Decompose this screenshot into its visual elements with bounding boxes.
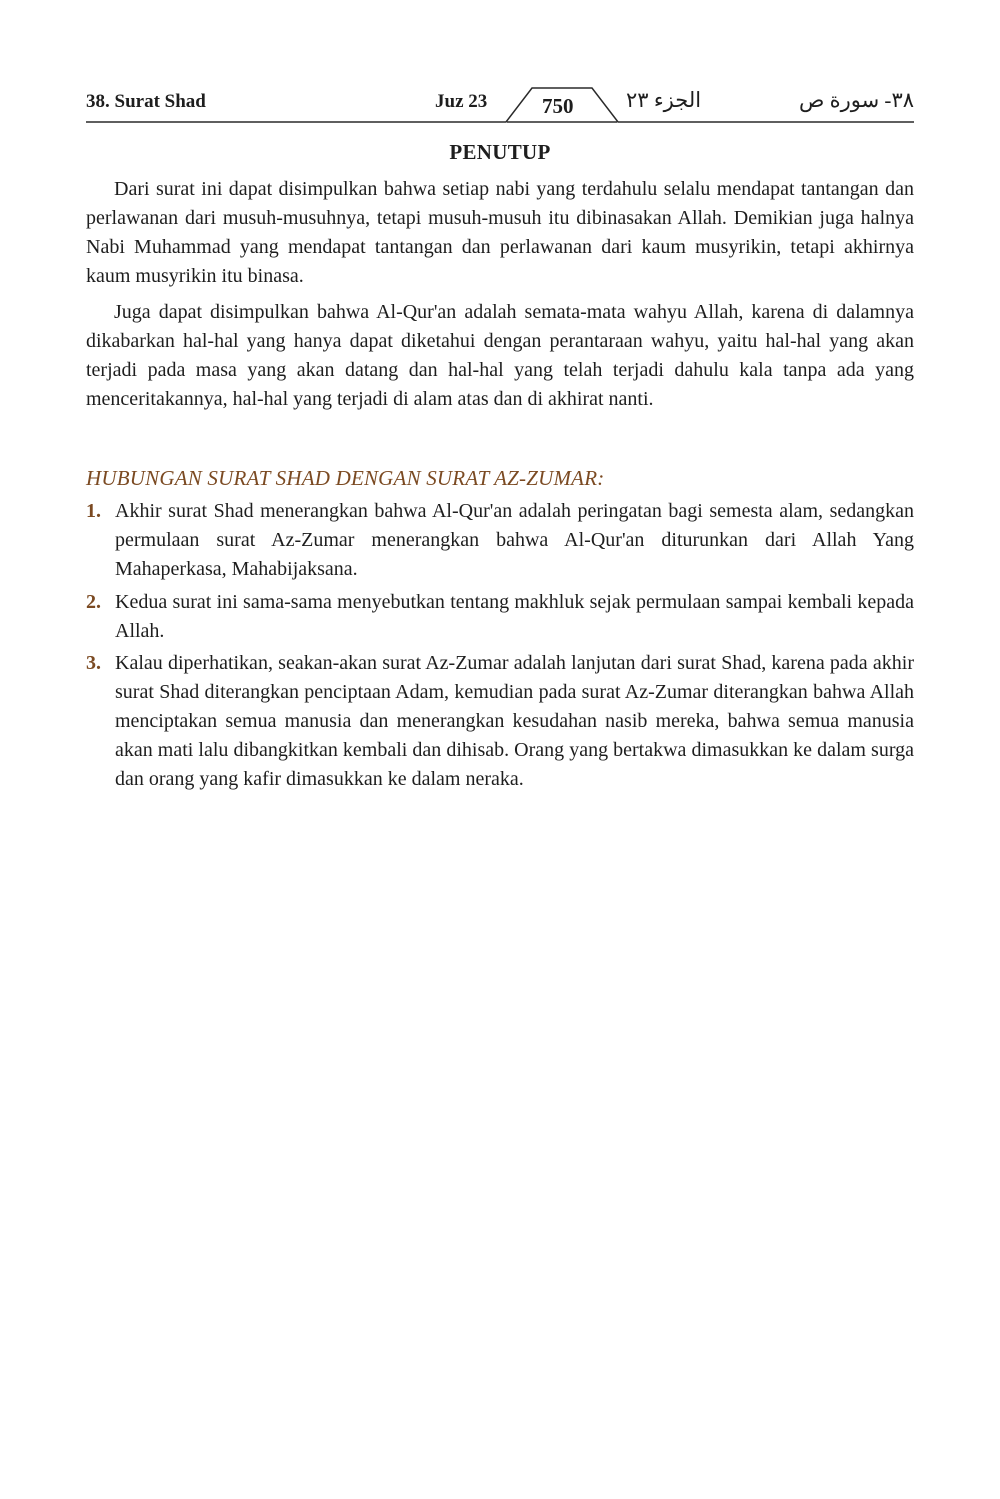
section-title: PENUTUP (449, 140, 551, 164)
list-item-text: Akhir surat Shad menerangkan bahwa Al-Qur'an adalah peringatan bagi semesta alam, sedangkan permulaan surat Az-Zumar menerangkan bahwa Al-Qur'an diturunkan dari Allah Yang Mahaperkasa, Mahabijaksana. (115, 500, 914, 580)
surah-name-latin: 38. Surat Shad (86, 91, 206, 112)
header-rule (86, 80, 914, 128)
numbered-list (86, 649, 914, 794)
page-number: 750 (542, 94, 574, 118)
paragraph: Dari surat ini dapat disimpulkan bahwa setiap nabi yang terdahulu selalu mendapat tantangan dan perlawanan dari musuh-musuhnya, tetapi musuh-musuh itu dibinasakan Allah. Demikian juga halnya Nabi Muhammad yang mendapat tantangan dan perlawanan dari kaum musyrikin, tetapi akhirnya kaum musyrikin itu binasa. (86, 178, 914, 287)
list-item-number: 1. (86, 500, 101, 522)
numbered-list (86, 588, 914, 646)
subheading: HUBUNGAN SURAT SHAD DENGAN SURAT AZ-ZUMAR: (86, 466, 605, 490)
juz-label-latin: Juz 23 (435, 91, 488, 112)
list-item-number: 2. (86, 591, 101, 613)
running-head (86, 80, 914, 128)
list-item (86, 588, 914, 646)
list-item-text: Kalau diperhatikan, seakan-akan surat Az-Zumar adalah lanjutan dari surat Shad, karena pada akhir surat Shad diterangkan penciptaan Adam, kemudian pada surat Az-Zumar diterangkan bahwa Allah menciptakan semua manusia dan menerangkan kesudahan nasib mereka, bahwa semua manusia akan mati lalu dibangkitkan kembali dan dihisab. Orang yang bertakwa dimasukkan ke dalam surga dan orang yang kafir dimasukkan ke dalam neraka. (115, 652, 914, 790)
list-item-number: 3. (86, 652, 101, 674)
surah-name-arabic: ٣٨- سورة ص (798, 88, 914, 112)
list-item (86, 649, 914, 794)
numbered-list (86, 497, 914, 584)
list-item-text: Kedua surat ini sama-sama menyebutkan tentang makhluk sejak permulaan sampai kembali kepada Allah. (115, 591, 914, 642)
list-item (86, 497, 914, 584)
paragraph: Juga dapat disimpulkan bahwa Al-Qur'an adalah semata-mata wahyu Allah, karena di dalamnya dikabarkan hal-hal yang hanya dapat diketahui dengan perantaraan wahyu, yaitu hal-hal yang akan terjadi pada masa yang akan datang dan hal-hal yang telah terjadi dahulu kala tanpa ada yang menceritakannya, hal-hal yang terjadi di alam atas dan di akhirat nanti. (86, 301, 914, 410)
juz-label-arabic: الجزء ٢٣ (626, 88, 702, 112)
